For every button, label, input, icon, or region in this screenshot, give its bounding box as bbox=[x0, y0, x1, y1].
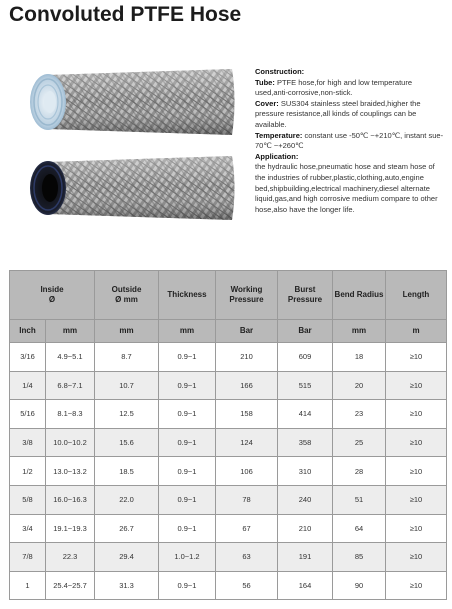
table-cell: 63 bbox=[216, 543, 278, 572]
table-cell: 67 bbox=[216, 514, 278, 543]
table-row bbox=[10, 400, 447, 429]
header-burst-pressure: Burst Pressure bbox=[278, 271, 333, 320]
table-cell: 106 bbox=[216, 457, 278, 486]
table-cell: 25.4~25.7 bbox=[46, 571, 95, 600]
table-cell: 0.9~1 bbox=[159, 571, 216, 600]
table-header-row bbox=[10, 271, 447, 320]
table-cell: 5/8 bbox=[10, 485, 46, 514]
table-cell: ≥10 bbox=[386, 543, 447, 572]
table-cell: 8.1~8.3 bbox=[46, 400, 95, 429]
unit-cell: mm bbox=[95, 320, 159, 343]
table-cell: 85 bbox=[333, 543, 386, 572]
unit-cell: mm bbox=[159, 320, 216, 343]
table-units-row bbox=[10, 320, 447, 343]
table-cell: 7/8 bbox=[10, 543, 46, 572]
table-cell: 1.0~1.2 bbox=[159, 543, 216, 572]
table-cell: 20 bbox=[333, 371, 386, 400]
table-cell: 1/2 bbox=[10, 457, 46, 486]
unit-cell: Inch bbox=[10, 320, 46, 343]
table-cell: 6.8~7.1 bbox=[46, 371, 95, 400]
table-cell: 210 bbox=[278, 514, 333, 543]
table-cell: 310 bbox=[278, 457, 333, 486]
table-cell: 16.0~16.3 bbox=[46, 485, 95, 514]
table-cell: 3/4 bbox=[10, 514, 46, 543]
table-cell: 90 bbox=[333, 571, 386, 600]
table-cell: 609 bbox=[278, 343, 333, 372]
application-text: the hydraulic hose,pneumatic hose and steam hose of the industries of rubber,plastic,clothing,auto,engine bed,shipbuilding,electrical machinery,diesel alternate liquid,gas,and high corrosive medium compare to other hose,also have the longer life. bbox=[255, 162, 438, 214]
temperature-label: Temperature: bbox=[255, 130, 303, 140]
table-cell: 56 bbox=[216, 571, 278, 600]
table-cell: 78 bbox=[216, 485, 278, 514]
table-cell: 0.9~1 bbox=[159, 428, 216, 457]
table-cell: 18 bbox=[333, 343, 386, 372]
table-cell: 166 bbox=[216, 371, 278, 400]
table-cell: 28 bbox=[333, 457, 386, 486]
table-cell: 414 bbox=[278, 400, 333, 429]
table-cell: 15.6 bbox=[95, 428, 159, 457]
spec-table bbox=[9, 270, 447, 600]
table-cell: 23 bbox=[333, 400, 386, 429]
table-cell: 18.5 bbox=[95, 457, 159, 486]
tube-text: PTFE hose,for high and low temperature used,anti-corrosive,non-stick. bbox=[255, 77, 413, 98]
table-cell: 8.7 bbox=[95, 343, 159, 372]
table-cell: 64 bbox=[333, 514, 386, 543]
table-cell: 13.0~13.2 bbox=[46, 457, 95, 486]
cover-text: SUS304 stainless steel braided,higher the pressure resistance,all kinds of couplings can be available. bbox=[255, 98, 421, 129]
header-bend-radius: Bend Radius bbox=[333, 271, 386, 320]
table-cell: 4.9~5.1 bbox=[46, 343, 95, 372]
table-cell: 10.7 bbox=[95, 371, 159, 400]
table-cell: 191 bbox=[278, 543, 333, 572]
table-cell: 22.3 bbox=[46, 543, 95, 572]
table-row bbox=[10, 371, 447, 400]
table-cell: 124 bbox=[216, 428, 278, 457]
table-row bbox=[10, 571, 447, 600]
header-working-pressure: Working Pressure bbox=[216, 271, 278, 320]
table-cell: 25 bbox=[333, 428, 386, 457]
table-cell: 0.9~1 bbox=[159, 514, 216, 543]
spec-table-body bbox=[10, 343, 447, 600]
table-cell: 358 bbox=[278, 428, 333, 457]
unit-cell: m bbox=[386, 320, 447, 343]
table-cell: ≥10 bbox=[386, 571, 447, 600]
table-cell: 0.9~1 bbox=[159, 371, 216, 400]
table-cell: ≥10 bbox=[386, 457, 447, 486]
unit-cell: mm bbox=[46, 320, 95, 343]
table-cell: ≥10 bbox=[386, 485, 447, 514]
table-cell: 3/8 bbox=[10, 428, 46, 457]
table-cell: 51 bbox=[333, 485, 386, 514]
table-cell: 31.3 bbox=[95, 571, 159, 600]
hose-image-black bbox=[20, 150, 238, 222]
table-row bbox=[10, 343, 447, 372]
table-cell: 164 bbox=[278, 571, 333, 600]
table-cell: 22.0 bbox=[95, 485, 159, 514]
table-cell: 0.9~1 bbox=[159, 343, 216, 372]
table-cell: 158 bbox=[216, 400, 278, 429]
table-cell: 1 bbox=[10, 571, 46, 600]
header-outside: Outside Ø mm bbox=[95, 271, 159, 320]
table-cell: 10.0~10.2 bbox=[46, 428, 95, 457]
cover-label: Cover: bbox=[255, 98, 279, 108]
table-cell: 0.9~1 bbox=[159, 400, 216, 429]
header-inside: Inside Ø bbox=[10, 271, 95, 320]
table-row bbox=[10, 543, 447, 572]
table-cell: ≥10 bbox=[386, 371, 447, 400]
unit-cell: mm bbox=[333, 320, 386, 343]
page-title: Convoluted PTFE Hose bbox=[9, 3, 242, 26]
table-cell: 210 bbox=[216, 343, 278, 372]
construction-heading: Construction: bbox=[255, 67, 305, 76]
temperature-text: constant use -50℃ ~+210℃, instant sue-70℃ ~+260℃ bbox=[255, 130, 444, 151]
table-cell: 240 bbox=[278, 485, 333, 514]
table-cell: ≥10 bbox=[386, 428, 447, 457]
header-thickness: Thickness bbox=[159, 271, 216, 320]
table-row bbox=[10, 485, 447, 514]
table-cell: 12.5 bbox=[95, 400, 159, 429]
table-cell: 1/4 bbox=[10, 371, 46, 400]
table-cell: 26.7 bbox=[95, 514, 159, 543]
table-row bbox=[10, 428, 447, 457]
unit-cell: Bar bbox=[216, 320, 278, 343]
product-description bbox=[255, 67, 447, 215]
table-cell: 29.4 bbox=[95, 543, 159, 572]
table-cell: 5/16 bbox=[10, 400, 46, 429]
hose-image-silver bbox=[20, 66, 238, 138]
table-cell: ≥10 bbox=[386, 514, 447, 543]
application-heading: Application: bbox=[255, 151, 299, 161]
table-row bbox=[10, 457, 447, 486]
table-cell: 19.1~19.3 bbox=[46, 514, 95, 543]
table-row bbox=[10, 514, 447, 543]
table-cell: 515 bbox=[278, 371, 333, 400]
table-cell: 0.9~1 bbox=[159, 485, 216, 514]
unit-cell: Bar bbox=[278, 320, 333, 343]
table-cell: 0.9~1 bbox=[159, 457, 216, 486]
table-cell: ≥10 bbox=[386, 400, 447, 429]
tube-label: Tube: bbox=[255, 77, 275, 87]
header-length: Length bbox=[386, 271, 447, 320]
table-cell: ≥10 bbox=[386, 343, 447, 372]
table-cell: 3/16 bbox=[10, 343, 46, 372]
